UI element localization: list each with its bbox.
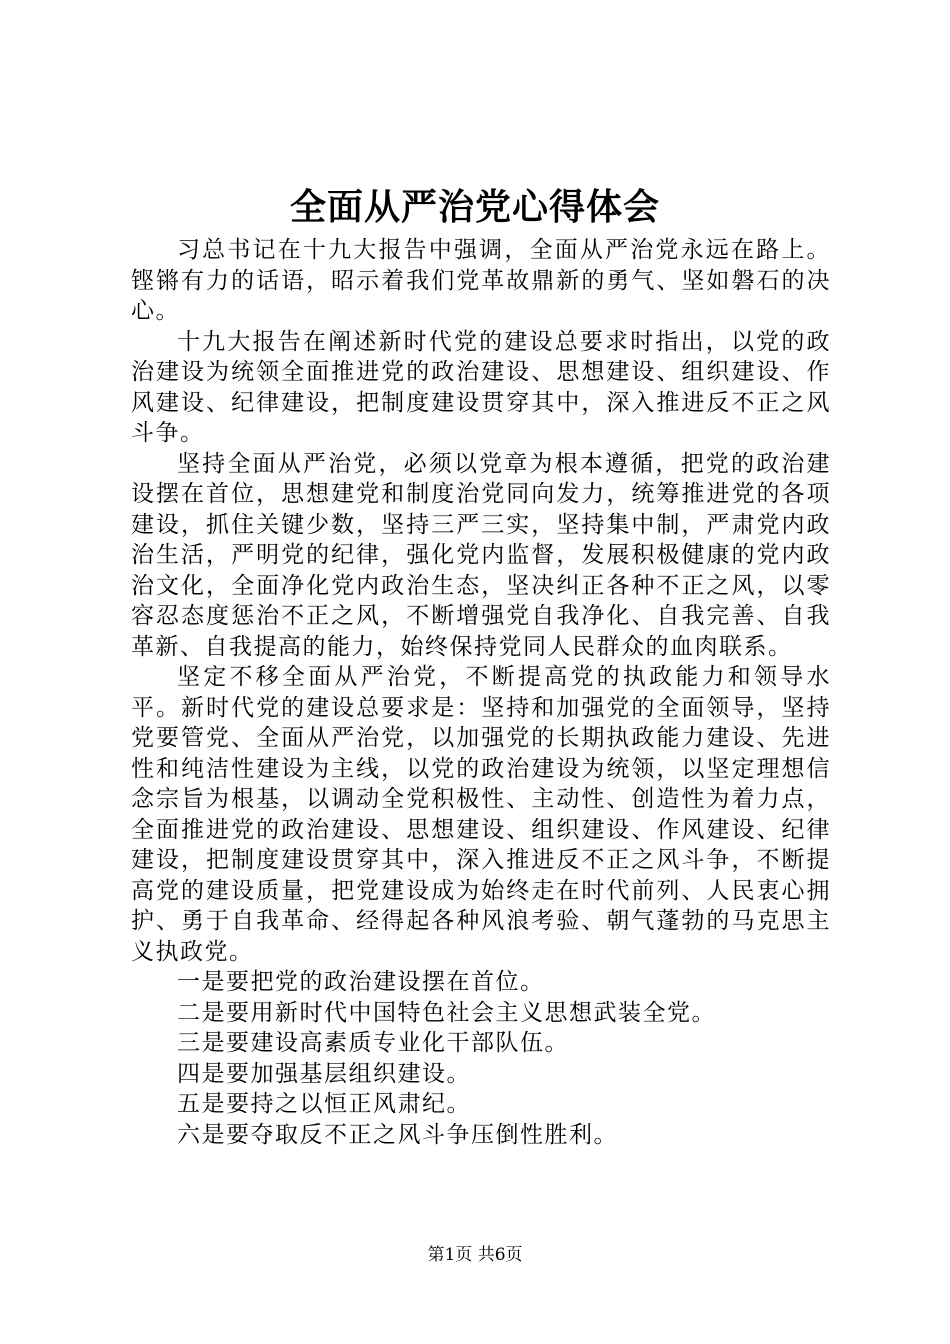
document-body — [131, 235, 831, 1150]
list-item: 六是要夺取反不正之风斗争压倒性胜利。 — [177, 1121, 618, 1148]
paragraph: 坚持全面从严治党，必须以党章为根本遵循，把党的政治建设摆在首位，思想建党和制度治党同向发力，统筹推进党的各项建设，抓住关键少数，坚持三严三实，坚持集中制，严肃党内政治生活，严明党的纪律，强化党内监督，发展积极健康的党内政治文化，全面净化党内政治生态，坚决纠正各种不正之风，以零容忍态度惩治不正之风，不断增强党自我净化、自我完善、自我革新、自我提高的能力，始终保持党同人民群众的血肉联系。 — [131, 450, 831, 660]
list-item: 三是要建设高素质专业化干部队伍。 — [177, 1030, 569, 1056]
paragraph: 十九大报告在阐述新时代党的建设总要求时指出，以党的政治建设为统领全面推进党的政治建设、思想建设、组织建设、作风建设、纪律建设，把制度建设贯穿其中，深入推进反不正之风斗争。 — [131, 328, 831, 446]
paragraph: 习总书记在十九大报告中强调，全面从严治党永远在路上。铿锵有力的话语，昭示着我们党革故鼎新的勇气、坚如磐石的决心。 — [131, 237, 831, 324]
list-item: 二是要用新时代中国特色社会主义思想武装全党。 — [177, 999, 716, 1026]
list-item: 一是要把党的政治建设摆在首位。 — [177, 969, 545, 995]
document-title: 全面从严治党心得体会 — [289, 186, 660, 228]
page-number-footer: 第1页 共6页 — [427, 1245, 523, 1265]
list-item: 四是要加强基层组织建设。 — [177, 1060, 471, 1087]
paragraph: 坚定不移全面从严治党，不断提高党的执政能力和领导水平。新时代党的建设总要求是：坚持和加强党的全面领导，坚持党要管党、全面从严治党，以加强党的长期执政能力建设、先进性和纯洁性建设为主线，以党的政治建设为统领，以坚定理想信念宗旨为根基，以调动全党积极性、主动性、创造性为着力点，全面推进党的政治建设、思想建设、组织建设、作风建设、纪律建设，把制度建设贯穿其中，深入推进反不正之风斗争，不断提高党的建设质量，把党建设成为始终走在时代前列、人民衷心拥护、勇于自我革命、经得起各种风浪考验、朝气蓬勃的马克思主义执政党。 — [131, 664, 831, 965]
list-item: 五是要持之以恒正风肃纪。 — [177, 1091, 471, 1117]
